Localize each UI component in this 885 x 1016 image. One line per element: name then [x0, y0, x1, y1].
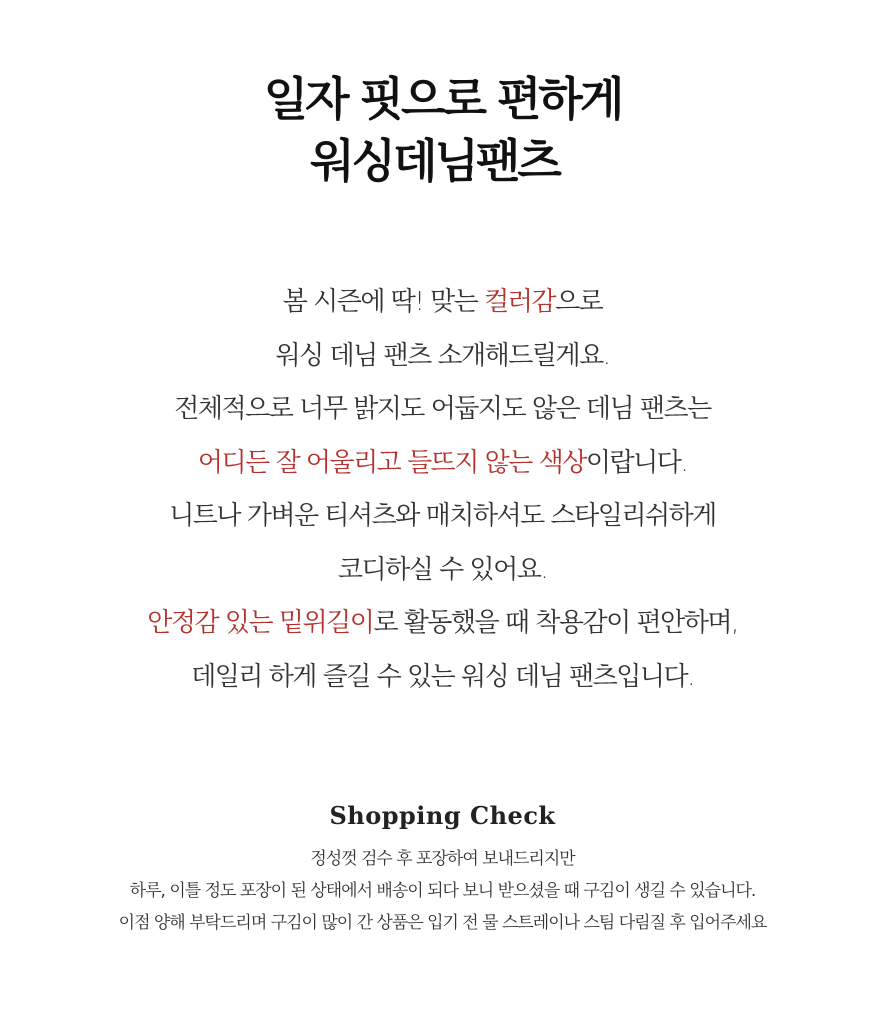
description-text: 로 활동했을 때 착용감이 편안하며,	[373, 608, 738, 638]
description-text: 니트나 가벼운 티셔츠와 매치하셔도 스타일리쉬하게	[169, 501, 716, 531]
description-text: 워싱 데님 팬츠 소개해드릴게요.	[275, 340, 610, 371]
shopping-check-line: 하루, 이틀 정도 포장이 된 상태에서 배송이 되다 보니 받으셨을 때 구김이 생길 수 있습니다.	[129, 881, 756, 901]
description-line	[0, 443, 885, 497]
description-line	[0, 496, 885, 550]
description-text: 으로	[554, 287, 603, 317]
description-text: 봄 시즌에 딱! 맞는	[282, 287, 485, 317]
description-line	[0, 657, 885, 711]
highlight-text: 어디든 잘 어울리고 들뜨지 않는 색상	[197, 447, 586, 478]
product-description	[0, 282, 885, 710]
highlight-text: 안정감 있는 밑위길이	[147, 608, 374, 638]
shopping-check-title: Shopping Check	[329, 801, 556, 830]
highlight-text: 컬러감	[484, 287, 555, 317]
shopping-check-line: 이점 양해 부탁드리며 구김이 많이 간 상품은 입기 전 물 스트레이나 스팀 다림질 후 입어주세요	[118, 913, 767, 933]
description-text: 코디하실 수 있어요.	[337, 554, 548, 585]
description-line	[0, 603, 885, 657]
description-text: 이랍니다.	[585, 447, 688, 478]
description-text: 전체적으로 너무 밝지도 어둡지도 않은 데님 팬츠는	[174, 394, 711, 424]
page-title-line-2: 워싱데님팬츠	[310, 134, 559, 188]
description-line	[0, 336, 885, 390]
description-line	[0, 389, 885, 443]
shopping-check-notes	[0, 845, 885, 941]
shopping-check-line: 정성껏 검수 후 포장하여 보내드리지만	[310, 849, 575, 869]
description-line	[0, 550, 885, 604]
description-text: 데일리 하게 즐길 수 있는 워싱 데님 팬츠입니다.	[191, 661, 694, 692]
page-title-line-1: 일자 핏으로 편하게	[263, 72, 622, 126]
description-line	[0, 282, 885, 336]
